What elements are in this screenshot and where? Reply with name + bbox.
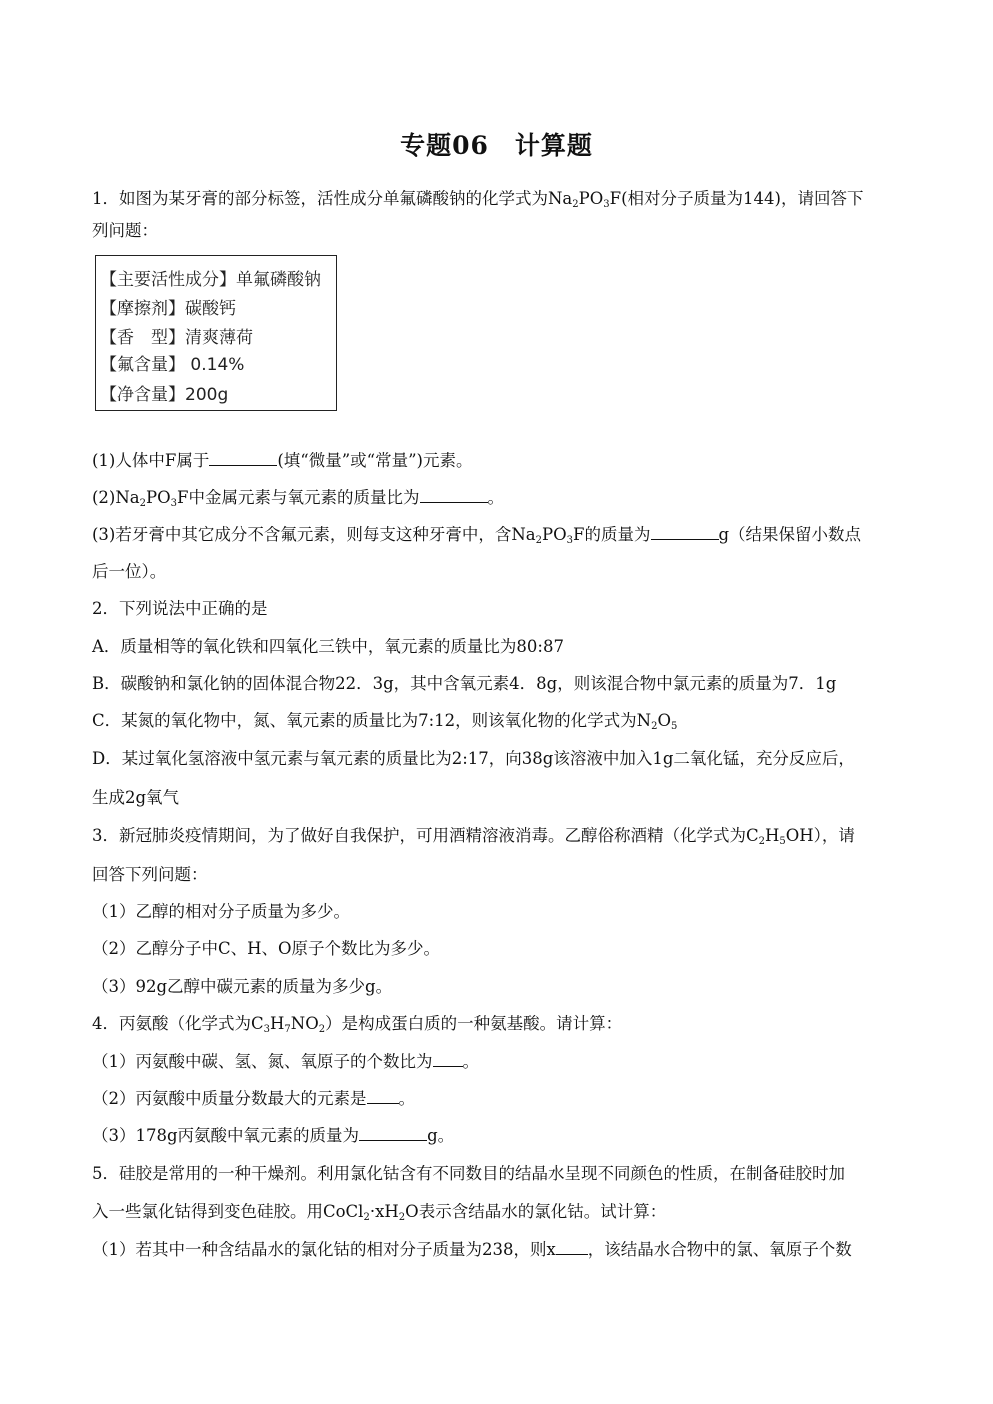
answer-blank: [359, 1124, 427, 1141]
answer-blank: [367, 1087, 399, 1104]
page-title: 专题06 计算题: [400, 131, 593, 160]
q3-part2: （2）乙醇分子中C、H、O原子个数比为多少。: [92, 939, 441, 958]
q4-stem: 4．丙氨酸（化学式为$C_3H_7NO_2$）是构成蛋白质的一种氨基酸。请计算：: [92, 1014, 623, 1035]
q2-option-d-line2: 生成2g氧气: [92, 788, 180, 807]
toothpaste-label-image: [95, 255, 337, 411]
q2-option-c: C．某氮的氧化物中，氮、氧元素的质量比为7:12，则该氧化物的化学式为$N_2O_5$: [92, 711, 678, 732]
q2-option-d: D．某过氧化氢溶液中氢元素与氧元素的质量比为2:17，向38g该溶液中加入1g二氧化锰，充分反应后，: [92, 749, 855, 768]
label-row: 【香 型】清爽薄荷: [100, 328, 253, 348]
q5-stem: 5．硅胶是常用的一种干燥剂。利用氯化钴含有不同数目的结晶水呈现不同颜色的性质，在制备硅胶时加: [92, 1164, 845, 1183]
q2-option-b: B．碳酸钠和氯化钠的固体混合物22．3g，其中含氧元素4．8g，则该混合物中氯元素的质量为7．1g: [92, 674, 837, 693]
q5-stem-line2: 入一些氯化钴得到变色硅胶。用$CoCl_2\cdot xH_2O$表示含结晶水的氯化钴。试计算：: [92, 1202, 667, 1223]
answer-blank: [420, 486, 488, 503]
q1-stem: 1．如图为某牙膏的部分标签，活性成分单氟磷酸钠的化学式为$Na_2PO_3F$(相对分子质量为144)，请回答下: [92, 189, 864, 210]
q3-stem: 3．新冠肺炎疫情期间，为了做好自我保护，可用酒精溶液消毒。乙醇俗称酒精（化学式为$C_2H_5OH$），请: [92, 826, 855, 847]
q1-part3-line2: 后一位）。: [92, 562, 167, 581]
q3-part3: （3）92g乙醇中碳元素的质量为多少g。: [92, 977, 393, 996]
q4-part3: （3）178g丙氨酸中氧元素的质量为 g。: [92, 1126, 455, 1145]
q1-part1: (1)人体中F属于 (填“微量”或“常量”)元素。: [92, 451, 473, 470]
answer-blank: [651, 523, 719, 540]
q3-stem-line2: 回答下列问题：: [92, 865, 208, 884]
q5-part1: （1）若其中一种含结晶水的氯化钴的相对分子质量为238，则x ，该结晶水合物中的氯、氧原子个数: [92, 1240, 852, 1259]
q1-part2: $(2)Na_2PO_3F$中金属元素与氧元素的质量比为 。: [92, 488, 504, 509]
q1-part3: (3)若牙膏中其它成分不含氟元素，则每支这种牙膏中，含$Na_2PO_3F$的质量为 g（结果保留小数点: [92, 525, 862, 546]
label-row: 【主要活性成分】单氟磷酸钠: [100, 270, 321, 290]
label-row: 【摩擦剂】碳酸钙: [100, 299, 236, 319]
q4-part1: （1）丙氨酸中碳、氢、氮、氧原子的个数比为 。: [92, 1052, 479, 1071]
answer-blank: [433, 1050, 463, 1067]
answer-blank: [209, 449, 277, 466]
label-row: 【净含量】200g: [100, 385, 229, 405]
q2-option-a: A．质量相等的氧化铁和四氧化三铁中，氧元素的质量比为80:87: [92, 637, 564, 656]
answer-blank: [556, 1238, 588, 1255]
q3-part1: （1）乙醇的相对分子质量为多少。: [92, 902, 350, 921]
q2-stem: 2．下列说法中正确的是: [92, 599, 268, 618]
q1-stem-line2: 列问题：: [92, 221, 158, 240]
q4-part2: （2）丙氨酸中质量分数最大的元素是 。: [92, 1089, 415, 1108]
label-row: 【氟含量】 0.14%: [100, 355, 245, 375]
